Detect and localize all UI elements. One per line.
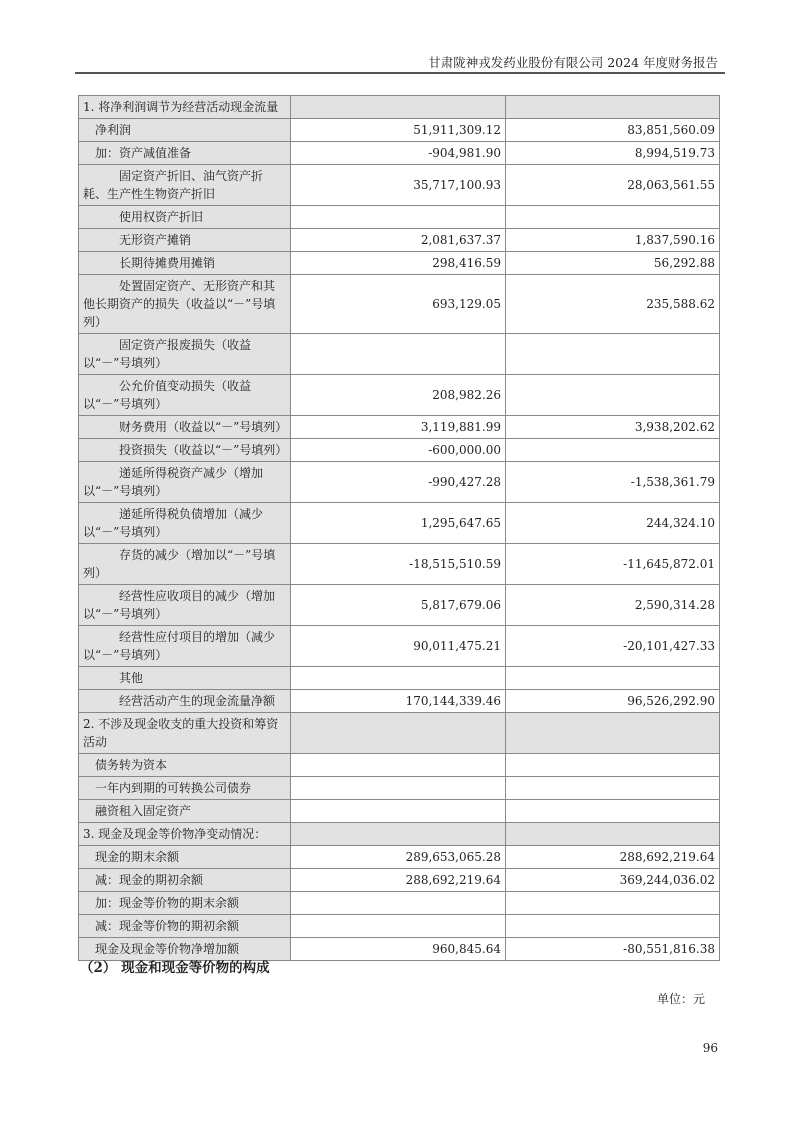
- table-row: [79, 206, 720, 229]
- row-label: 其他: [79, 667, 291, 690]
- row-label: 使用权资产折旧: [79, 206, 291, 229]
- table-row: [79, 334, 720, 375]
- prior-period-value: [506, 667, 720, 690]
- prior-period-value: [506, 334, 720, 375]
- section-row: [79, 96, 720, 119]
- prior-period-value: -20,101,427.33: [506, 626, 720, 667]
- row-label: 经营性应收项目的减少（增加以“－”号填列）: [79, 585, 291, 626]
- current-period-value: 693,129.05: [291, 275, 506, 334]
- prior-period-value: 83,851,560.09: [506, 119, 720, 142]
- current-period-value: [291, 667, 506, 690]
- prior-period-value: 28,063,561.55: [506, 165, 720, 206]
- table-row: [79, 690, 720, 713]
- table-row: [79, 754, 720, 777]
- report-header: 甘肃陇神戎发药业股份有限公司 2024 年度财务报告: [428, 55, 718, 70]
- current-period-value: 289,653,065.28: [291, 846, 506, 869]
- row-label: 现金的期末余额: [79, 846, 291, 869]
- current-period-value: [291, 777, 506, 800]
- current-period-value: [291, 713, 506, 754]
- row-label: 融资租入固定资产: [79, 800, 291, 823]
- row-label: 债务转为资本: [79, 754, 291, 777]
- prior-period-value: 56,292.88: [506, 252, 720, 275]
- current-period-value: 298,416.59: [291, 252, 506, 275]
- table-row: [79, 667, 720, 690]
- row-label: 一年内到期的可转换公司债券: [79, 777, 291, 800]
- prior-period-value: [506, 206, 720, 229]
- current-period-value: [291, 96, 506, 119]
- prior-period-value: [506, 777, 720, 800]
- row-label: 无形资产摊销: [79, 229, 291, 252]
- table-row: [79, 777, 720, 800]
- row-label: 财务费用（收益以“－”号填列）: [79, 416, 291, 439]
- table-row: [79, 892, 720, 915]
- current-period-value: [291, 892, 506, 915]
- current-period-value: [291, 915, 506, 938]
- table-row: [79, 869, 720, 892]
- unit-label: 单位：元: [656, 992, 705, 1006]
- current-period-value: -18,515,510.59: [291, 544, 506, 585]
- row-label: 净利润: [79, 119, 291, 142]
- row-label: 经营活动产生的现金流量净额: [79, 690, 291, 713]
- row-label: 1. 将净利润调节为经营活动现金流量: [79, 96, 291, 119]
- current-period-value: 51,911,309.12: [291, 119, 506, 142]
- prior-period-value: [506, 892, 720, 915]
- table-row: [79, 375, 720, 416]
- prior-period-value: 288,692,219.64: [506, 846, 720, 869]
- current-period-value: [291, 800, 506, 823]
- table-row: [79, 846, 720, 869]
- table-row: [79, 544, 720, 585]
- prior-period-value: [506, 375, 720, 416]
- cash-flow-reconciliation-table: [78, 95, 720, 961]
- page-number: 96: [702, 1041, 718, 1055]
- section-row: [79, 823, 720, 846]
- prior-period-value: [506, 823, 720, 846]
- row-label: 减：现金等价物的期初余额: [79, 915, 291, 938]
- prior-period-value: -1,538,361.79: [506, 462, 720, 503]
- prior-period-value: 3,938,202.62: [506, 416, 720, 439]
- table-row: [79, 275, 720, 334]
- current-period-value: 35,717,100.93: [291, 165, 506, 206]
- current-period-value: [291, 823, 506, 846]
- prior-period-value: 96,526,292.90: [506, 690, 720, 713]
- prior-period-value: [506, 713, 720, 754]
- row-label: 投资损失（收益以“－”号填列）: [79, 439, 291, 462]
- prior-period-value: [506, 96, 720, 119]
- current-period-value: -990,427.28: [291, 462, 506, 503]
- current-period-value: 3,119,881.99: [291, 416, 506, 439]
- prior-period-value: -80,551,816.38: [506, 938, 720, 961]
- table-row: [79, 800, 720, 823]
- row-label: 减：现金的期初余额: [79, 869, 291, 892]
- current-period-value: [291, 754, 506, 777]
- row-label: 现金及现金等价物净增加额: [79, 938, 291, 961]
- current-period-value: 960,845.64: [291, 938, 506, 961]
- prior-period-value: 8,994,519.73: [506, 142, 720, 165]
- current-period-value: 90,011,475.21: [291, 626, 506, 667]
- prior-period-value: 235,588.62: [506, 275, 720, 334]
- table-row: [79, 416, 720, 439]
- row-label: 加：现金等价物的期末余额: [79, 892, 291, 915]
- prior-period-value: 2,590,314.28: [506, 585, 720, 626]
- prior-period-value: -11,645,872.01: [506, 544, 720, 585]
- row-label: 2. 不涉及现金收支的重大投资和筹资活动: [79, 713, 291, 754]
- prior-period-value: 244,324.10: [506, 503, 720, 544]
- prior-period-value: 369,244,036.02: [506, 869, 720, 892]
- table-row: [79, 585, 720, 626]
- current-period-value: 288,692,219.64: [291, 869, 506, 892]
- current-period-value: 208,982.26: [291, 375, 506, 416]
- header-divider: [75, 72, 725, 74]
- section-row: [79, 713, 720, 754]
- row-label: 加：资产减值准备: [79, 142, 291, 165]
- prior-period-value: [506, 800, 720, 823]
- current-period-value: 5,817,679.06: [291, 585, 506, 626]
- row-label: 固定资产折旧、油气资产折耗、生产性生物资产折旧: [79, 165, 291, 206]
- row-label: 3. 现金及现金等价物净变动情况：: [79, 823, 291, 846]
- row-label: 经营性应付项目的增加（减少以“－”号填列）: [79, 626, 291, 667]
- prior-period-value: 1,837,590.16: [506, 229, 720, 252]
- row-label: 公允价值变动损失（收益以“－”号填列）: [79, 375, 291, 416]
- table-row: [79, 626, 720, 667]
- current-period-value: 1,295,647.65: [291, 503, 506, 544]
- table-row: [79, 229, 720, 252]
- section-title: （2） 现金和现金等价物的构成: [80, 960, 270, 976]
- table-row: [79, 252, 720, 275]
- row-label: 存货的减少（增加以“－”号填列）: [79, 544, 291, 585]
- table-row: [79, 915, 720, 938]
- row-label: 递延所得税资产减少（增加以“－”号填列）: [79, 462, 291, 503]
- current-period-value: 170,144,339.46: [291, 690, 506, 713]
- row-label: 递延所得税负债增加（减少以“－”号填列）: [79, 503, 291, 544]
- row-label: 长期待摊费用摊销: [79, 252, 291, 275]
- row-label: 固定资产报废损失（收益以“－”号填列）: [79, 334, 291, 375]
- prior-period-value: [506, 754, 720, 777]
- table-row: [79, 142, 720, 165]
- table-row: [79, 439, 720, 462]
- table-row: [79, 503, 720, 544]
- table-row: [79, 119, 720, 142]
- current-period-value: [291, 206, 506, 229]
- current-period-value: -600,000.00: [291, 439, 506, 462]
- prior-period-value: [506, 439, 720, 462]
- current-period-value: -904,981.90: [291, 142, 506, 165]
- table-row: [79, 165, 720, 206]
- current-period-value: [291, 334, 506, 375]
- current-period-value: 2,081,637.37: [291, 229, 506, 252]
- table-row: [79, 462, 720, 503]
- row-label: 处置固定资产、无形资产和其他长期资产的损失（收益以“－”号填列）: [79, 275, 291, 334]
- prior-period-value: [506, 915, 720, 938]
